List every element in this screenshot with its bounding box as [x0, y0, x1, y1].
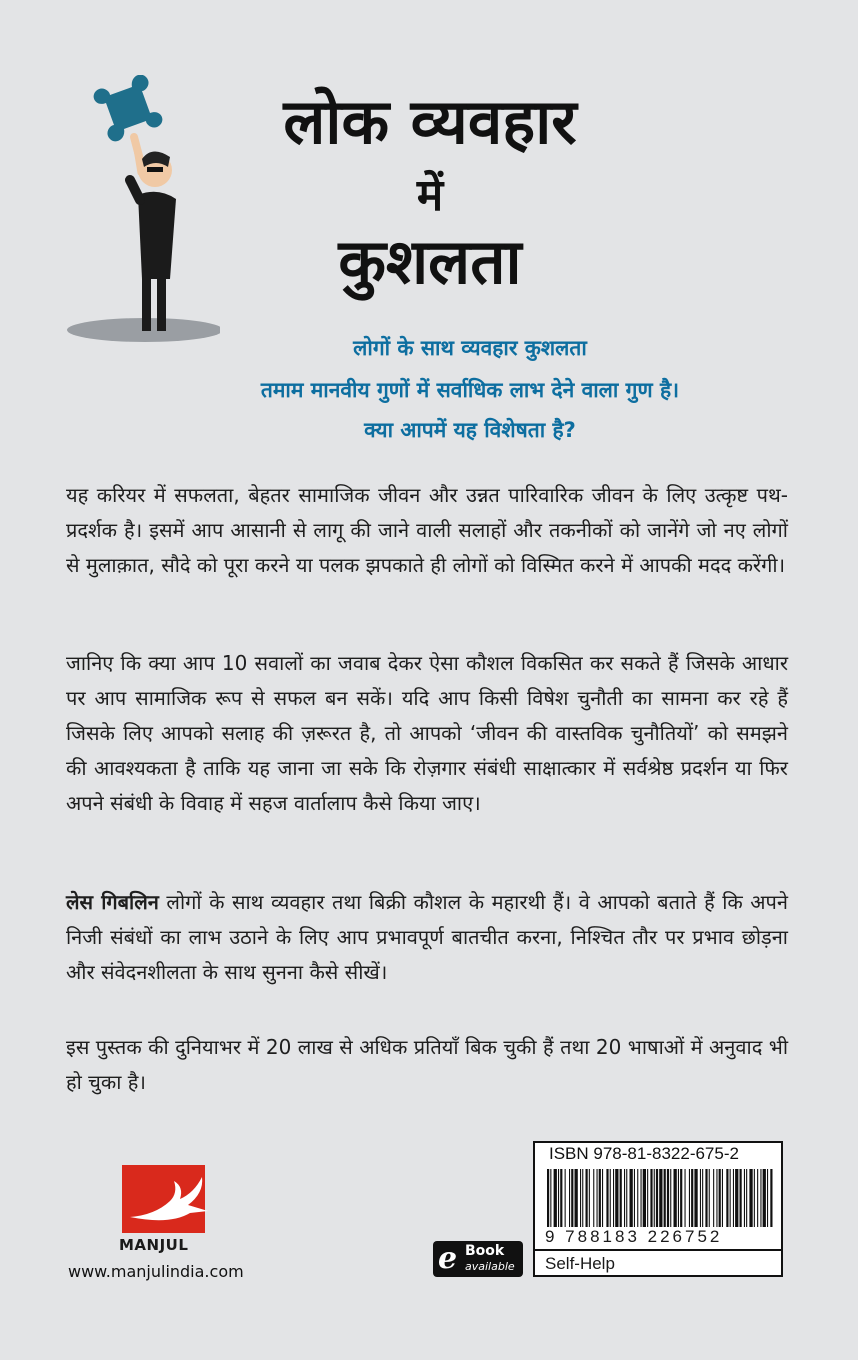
barcode-bar [626, 1169, 627, 1227]
author-name: लेस गिबलिन [66, 890, 159, 914]
author-description: लोगों के साथ व्यवहार तथा बिक्री कौशल के महारथी हैं। वे आपको बताते हैं कि अपने निजी संबंधों का लाभ उठाने के लिए आप प्रभावपूर्ण बातचीत करना, निश्चित तौर पर प्रभाव छोड़ना और संवेदनशीलता के साथ सुनना कैसे सीखें। [66, 890, 789, 984]
book-title-line-3: कुशलता [338, 225, 522, 298]
ebook-available-badge [433, 1241, 523, 1277]
author-paragraph [66, 885, 788, 990]
publisher-name: MANJUL [119, 1236, 189, 1254]
barcode-bar [705, 1169, 707, 1227]
description-paragraph-1: यह करियर में सफलता, बेहतर सामाजिक जीवन और उन्नत पारिवारिक जीवन के लिए उत्कृष्ट पथ-प्रदर्शक है। इसमें आप आसानी से लागू की जाने वाली सलाहों और तकनीकों को जानेंगे जो नए लोगों से मुलाक़ात, सौदे को पूरा करने या पलक झपकाते ही लोगों को विस्मित करने में आपकी मदद करेंगी। [66, 483, 788, 577]
barcode-bar [680, 1169, 682, 1227]
tagline-line-2: तमाम मानवीय गुणों में सर्वाधिक लाभ देने वाला गुण है। [260, 378, 680, 402]
barcode-bar [664, 1169, 666, 1227]
barcode-bar [610, 1169, 611, 1227]
barcode-bar [713, 1169, 714, 1227]
barcode-bar [647, 1169, 648, 1227]
barcode-bar [602, 1169, 603, 1227]
barcode-bar [575, 1169, 578, 1227]
barcode-bar [709, 1169, 710, 1227]
barcode-bar [641, 1169, 642, 1227]
barcode-bar [597, 1169, 598, 1227]
barcode-bar [760, 1169, 761, 1227]
barcode-bar [547, 1169, 549, 1227]
sales-paragraph: इस पुस्तक की दुनियाभर में 20 लाख से अधिक प्रतियाँ बिक चुकी हैं तथा 20 भाषाओं में अनुवाद भी हो चुका है। [66, 1035, 788, 1094]
barcode-bar [571, 1169, 573, 1227]
description-paragraph-2: जानिए कि क्या आप 10 सवालों का जवाब देकर ऐसा कौशल विकसित कर सकते हैं जिसके आधार पर आप सामाजिक रूप से सफल बन सकें। यदि आप किसी विषेश चुनौती का सामना कर रहे हैं जिसके लिए आपको सलाह की ज़रूरत है, तो आपको ‘जीवन की वास्तविक चुनौतियों’ को समझने की आवश्यकता है ताकि यह जाना जा सके कि रोज़गार संबंधी साक्षात्कार में सर्वश्रेष्ठ प्रदर्शन या फिर अपने संबंधी के विवाह में सहज वार्तालाप कैसे किया जाए। [66, 651, 788, 815]
barcode-icon [545, 1169, 775, 1227]
barcode-bar [749, 1169, 752, 1227]
publisher-url: www.manjulindia.com [68, 1262, 244, 1281]
barcode-bar [586, 1169, 588, 1227]
barcode-bar [560, 1169, 562, 1227]
barcode-bar [580, 1169, 581, 1227]
barcode-digits: 9 788183 226752 [545, 1227, 723, 1246]
barcode-bar [770, 1169, 772, 1227]
barcode-bar [763, 1169, 766, 1227]
barcode-bar [667, 1169, 669, 1227]
barcode-bar [716, 1169, 717, 1227]
tagline-line-1: लोगों के साथ व्यवहार कुशलता [353, 336, 587, 360]
barcode-bar [656, 1169, 658, 1227]
barcode-bar [659, 1169, 662, 1227]
book-title-line-1: लोक व्यवहार [283, 85, 577, 158]
barcode-bar [757, 1169, 758, 1227]
barcode-bar [744, 1169, 745, 1227]
ebook-word: Book [465, 1243, 505, 1259]
barcode-bar [550, 1169, 551, 1227]
barcode-bar [643, 1169, 646, 1227]
barcode-bar [582, 1169, 583, 1227]
barcode-bar [624, 1169, 625, 1227]
barcode-bar [558, 1169, 559, 1227]
ebook-available-text: available [465, 1260, 515, 1273]
barcode-bar [754, 1169, 755, 1227]
barcode-bar [735, 1169, 738, 1227]
barcode-bar [637, 1169, 638, 1227]
barcode-bar [615, 1169, 618, 1227]
barcode-bar [650, 1169, 652, 1227]
tagline-line-3: क्या आपमें यह विशेषता है? [364, 418, 576, 442]
barcode-bar [589, 1169, 590, 1227]
barcode-bar [726, 1169, 728, 1227]
barcode-bar [569, 1169, 570, 1227]
barcode-bar [702, 1169, 703, 1227]
barcode-bar [674, 1169, 677, 1227]
category-label: Self-Help [545, 1254, 615, 1273]
barcode-bar [654, 1169, 655, 1227]
barcode-bar [689, 1169, 690, 1227]
isbn-label: ISBN 978-81-8322-675-2 [549, 1144, 739, 1163]
barcode-bar [565, 1169, 566, 1227]
barcode-bar [746, 1169, 747, 1227]
barcode-bar [730, 1169, 731, 1227]
barcode-bar [620, 1169, 622, 1227]
swan-logo-icon [122, 1165, 227, 1235]
barcode-bar [678, 1169, 679, 1227]
barcode-box [533, 1141, 783, 1277]
barcode-bar [694, 1169, 697, 1227]
barcode-bar [554, 1169, 557, 1227]
man-holding-puzzle-icon [60, 75, 220, 345]
barcode-bar [613, 1169, 614, 1227]
barcode-bar [691, 1169, 693, 1227]
barcode-bar [606, 1169, 608, 1227]
barcode-bar [634, 1169, 635, 1227]
barcode-bar [670, 1169, 671, 1227]
ebook-e-glyph: e [438, 1241, 458, 1276]
barcode-bar [685, 1169, 686, 1227]
barcode-bar [719, 1169, 721, 1227]
book-title-line-2: में [416, 170, 444, 221]
barcode-bar [733, 1169, 734, 1227]
barcode-bar [700, 1169, 701, 1227]
barcode-bar [630, 1169, 633, 1227]
category-divider [535, 1249, 781, 1251]
barcode-bar [740, 1169, 742, 1227]
barcode-bar [767, 1169, 768, 1227]
barcode-bar [722, 1169, 723, 1227]
barcode-bar [599, 1169, 601, 1227]
barcode-bar [593, 1169, 594, 1227]
